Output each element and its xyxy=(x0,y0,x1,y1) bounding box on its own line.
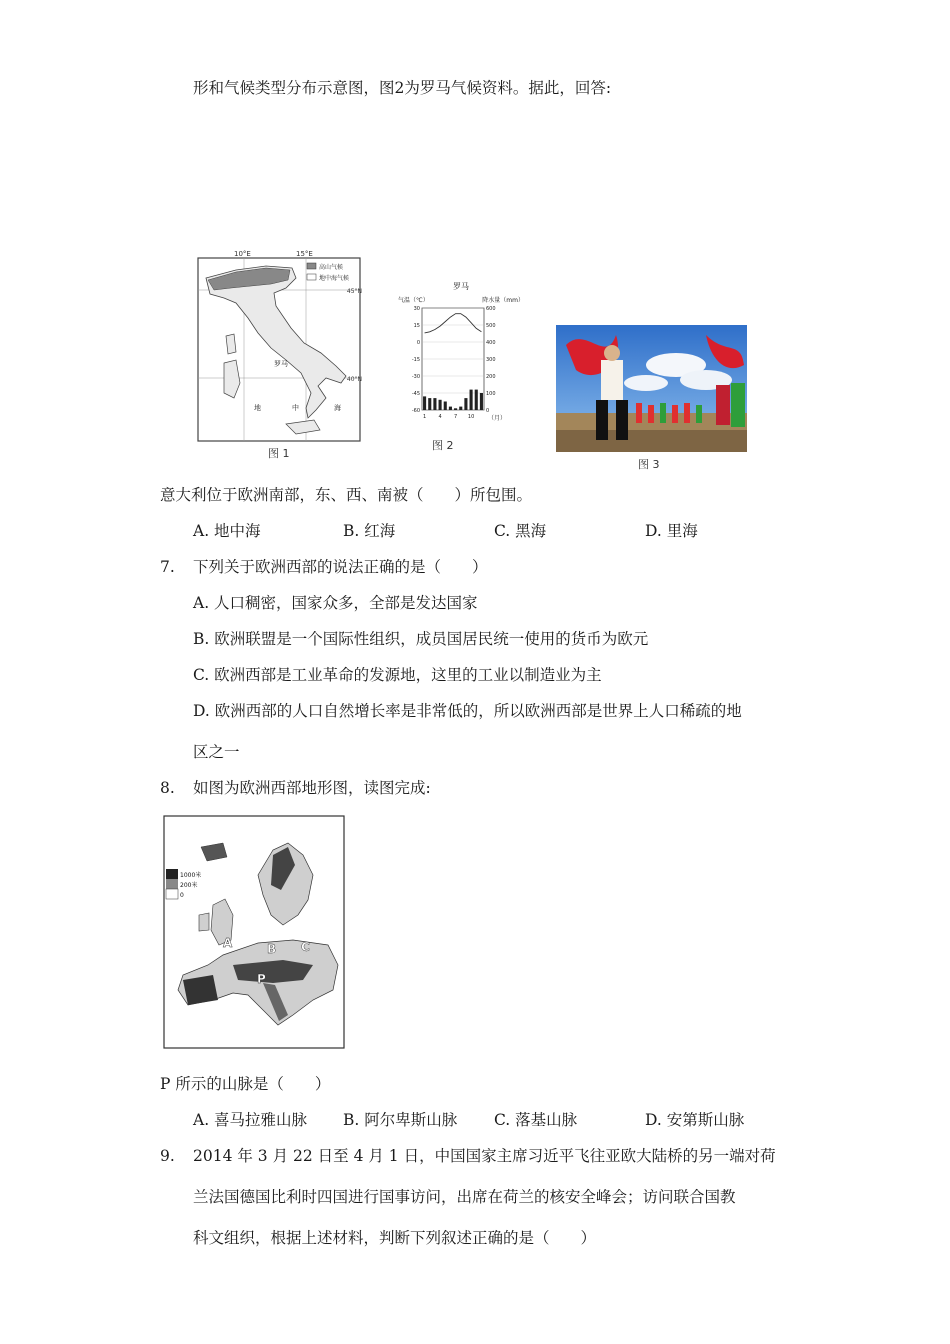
right-tick-label: 0 xyxy=(486,408,490,414)
left-axis-label: 气温（℃） xyxy=(398,297,429,304)
lon-label-10e: 10°E xyxy=(234,250,251,258)
left-tick-label: 15 xyxy=(413,323,420,329)
right-tick-label: 400 xyxy=(486,340,496,346)
precipitation-bar xyxy=(423,396,426,410)
month-tick-label: 1 xyxy=(422,414,427,420)
right-tick-label: 300 xyxy=(486,357,496,363)
q7-option-c[interactable]: C. 欧洲西部是工业革命的发源地，这里的工业以制造业为主 xyxy=(193,666,602,684)
q7-option-b[interactable]: B. 欧洲联盟是一个国际性组织，成员国居民统一使用的货币为欧元 xyxy=(193,630,649,648)
precipitation-bar xyxy=(428,398,431,410)
q8-option-d[interactable]: D. 安第斯山脉 xyxy=(645,1111,745,1129)
q7-option-d-continued: 区之一 xyxy=(193,743,240,761)
precipitation-bar xyxy=(444,402,447,411)
precipitation-bar xyxy=(449,407,452,410)
label-a: A xyxy=(223,936,233,950)
label-c: C xyxy=(301,940,310,954)
fig1-caption: 图 1 xyxy=(268,447,290,460)
left-tick-label: 0 xyxy=(416,340,420,346)
right-tick-label: 600 xyxy=(486,306,496,312)
precipitation-bar xyxy=(475,390,478,410)
right-axis-label: 降水量（mm） xyxy=(482,297,524,304)
temperature-line xyxy=(425,314,482,333)
q7-option-a[interactable]: A. 人口稠密，国家众多，全部是发达国家 xyxy=(193,594,478,612)
festival-photo xyxy=(556,325,747,452)
fig2-caption: 图 2 xyxy=(432,439,454,452)
svg-text:地: 地 xyxy=(254,404,261,412)
fig3-caption: 图 3 xyxy=(638,458,660,471)
legend-alpine: 高山气候 xyxy=(319,264,344,271)
q7-stem: 下列关于欧洲西部的说法正确的是（ ） xyxy=(193,558,488,576)
q6-option-b[interactable]: B. 红海 xyxy=(343,522,396,540)
precipitation-bar xyxy=(470,390,473,410)
lat-label-40n: 40°N xyxy=(346,376,362,383)
q8-option-c[interactable]: C. 落基山脉 xyxy=(494,1111,578,1129)
q6-option-c[interactable]: C. 黑海 xyxy=(494,522,547,540)
left-tick-label: -60 xyxy=(411,408,420,414)
q8-stem: 如图为欧洲西部地形图，读图完成: xyxy=(193,779,431,797)
right-tick-label: 500 xyxy=(486,323,496,329)
q6-stem: 意大利位于欧洲南部，东、西、南被（ ）所包围。 xyxy=(160,486,533,504)
month-tick-label: 4 xyxy=(438,414,442,420)
q9-number: 9. xyxy=(160,1147,175,1165)
label-p: P xyxy=(257,972,266,986)
precipitation-bar xyxy=(439,400,442,410)
right-tick-label: 200 xyxy=(486,374,496,380)
q9-line-1: 2014 年 3 月 22 日至 4 月 1 日，中国国家主席习近平飞往亚欧大陆桥的另一端对荷 xyxy=(193,1147,776,1165)
q8-sub-question: P 所示的山脉是（ ） xyxy=(160,1075,331,1093)
label-b: B xyxy=(267,942,277,956)
q9-line-3: 科文组织，根据上述材料，判断下列叙述正确的是（ ） xyxy=(193,1229,597,1247)
italy-terrain-climate-map xyxy=(196,248,364,444)
legend-mediterranean: 地中海气候 xyxy=(319,275,350,282)
q7-option-d[interactable]: D. 欧洲西部的人口自然增长率是非常低的，所以欧洲西部是世界上人口稀疏的地 xyxy=(193,702,742,720)
q8-option-b[interactable]: B. 阿尔卑斯山脉 xyxy=(343,1111,458,1129)
q7-number: 7. xyxy=(160,558,175,576)
right-tick-label: 100 xyxy=(486,391,496,397)
svg-text:中: 中 xyxy=(292,404,299,412)
legend-200m: 200米 xyxy=(180,882,198,889)
left-tick-label: 30 xyxy=(413,306,420,312)
left-tick-label: -45 xyxy=(411,391,420,397)
lon-label-15e: 15°E xyxy=(296,250,313,258)
rome-climate-chart xyxy=(396,278,526,428)
q9-line-2: 兰法国德国比利时四国进行国事访问，出席在荷兰的核安全峰会；访问联合国教 xyxy=(193,1188,736,1206)
precipitation-bar xyxy=(459,407,462,410)
svg-text:海: 海 xyxy=(334,404,341,412)
lat-label-45n: 45°N xyxy=(346,288,362,295)
q6-option-a[interactable]: A. 地中海 xyxy=(193,522,261,540)
month-tick-label: 7 xyxy=(453,414,458,420)
left-tick-label: -30 xyxy=(411,374,420,380)
legend-1000m: 1000米 xyxy=(180,872,202,879)
precipitation-bar xyxy=(454,408,457,410)
q8-number: 8. xyxy=(160,779,175,797)
precipitation-bar xyxy=(464,398,467,410)
q8-option-a[interactable]: A. 喜马拉雅山脉 xyxy=(193,1111,308,1129)
chart-title: 罗马 xyxy=(453,282,469,291)
q6-option-d[interactable]: D. 里海 xyxy=(645,522,698,540)
precipitation-bar xyxy=(433,398,436,410)
rome-label: 罗马 xyxy=(274,360,288,368)
month-label: （月） xyxy=(488,415,507,422)
month-tick-label: 10 xyxy=(467,414,475,420)
precipitation-bar xyxy=(480,393,483,410)
intro-text: 形和气候类型分布示意图，图2为罗马气候资料。据此，回答: xyxy=(193,79,612,97)
left-tick-label: -15 xyxy=(411,357,420,363)
legend-0: 0 xyxy=(180,892,184,899)
western-europe-terrain-map xyxy=(163,815,345,1049)
